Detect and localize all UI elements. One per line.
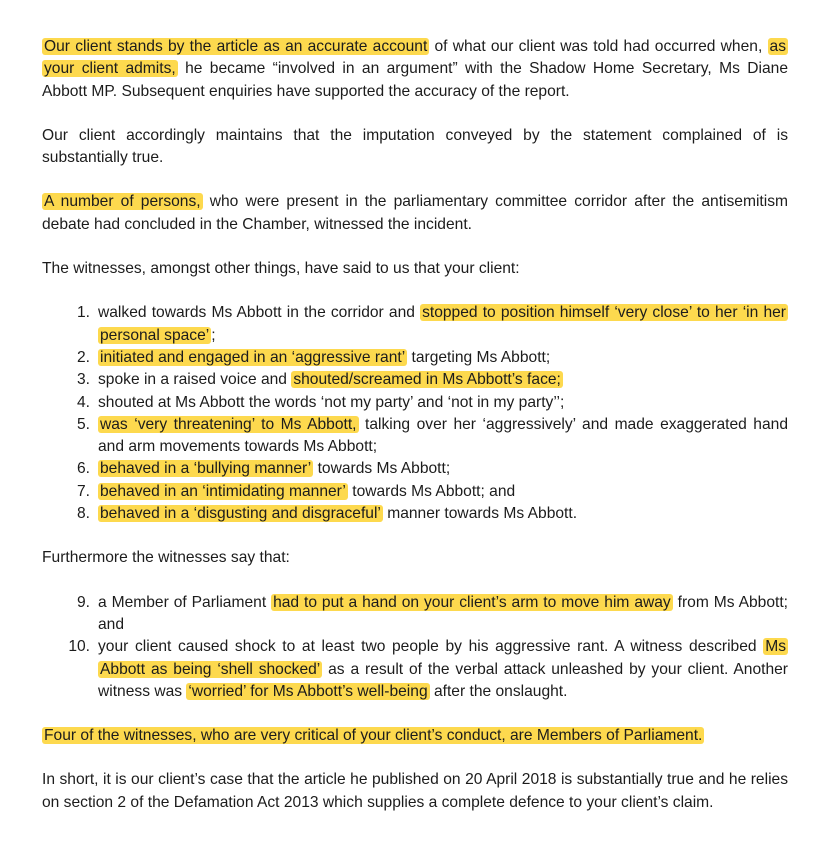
list-item	[42, 392, 788, 414]
text-run: he became “involved in an argument” with the Shadow Home Secretary, Ms Diane Abbott MP. Subsequent enquiries have supported the accuracy of the report.	[42, 60, 788, 100]
highlight: as your client admits,	[44, 38, 786, 78]
highlight: was ‘very threatening’ to Ms Abbott,	[100, 415, 357, 433]
highlight: initiated and engaged in an ‘aggressive rant’	[100, 348, 406, 366]
list-number: 8.	[76, 505, 90, 523]
list-item	[42, 503, 788, 525]
paragraph-conclusion: In short, it is our client’s case that the article he published on 20 April 2018 is substantially true and he relies on section 2 of the Defamation Act 2013 which supplies a complete defence to your client’s claim.	[42, 771, 788, 811]
text-run: who were present in the parliamentary committee corridor after the antisemitism debate had concluded in the Chamber, witnessed the incident.	[42, 193, 788, 233]
highlight: Our client stands by the article as an accurate account	[44, 38, 428, 55]
highlight: behaved in an ‘intimidating manner’	[100, 482, 346, 500]
highlight: Four of the witnesses, who are very critical of your client’s conduct, are Members of Parliament.	[44, 727, 703, 745]
list-item	[42, 369, 788, 391]
text-run: of what our client was told had occurred when,	[429, 38, 768, 55]
highlight: Ms Abbott as being ‘shell shocked’	[100, 638, 786, 678]
paragraph-persons	[42, 191, 788, 236]
paragraph-article-account	[42, 36, 788, 103]
paragraph-members-of-parliament	[42, 725, 788, 747]
list-item	[42, 458, 788, 480]
further-statements-list	[42, 592, 788, 703]
list-number: 9.	[76, 593, 90, 611]
highlight: had to put a hand on your client’s arm to move him away	[273, 593, 671, 611]
list-item	[42, 592, 788, 637]
highlight: ‘worried’ for Ms Abbott’s well-being	[188, 682, 428, 700]
list-item	[42, 414, 788, 459]
text-run: ;	[211, 326, 216, 344]
list-number: 10.	[68, 638, 90, 656]
list-number: 2.	[76, 348, 90, 366]
highlight: behaved in a ‘disgusting and disgraceful’	[100, 505, 381, 523]
highlight: A number of persons,	[44, 193, 201, 211]
list-number: 5.	[76, 415, 90, 433]
text-run: walked towards Ms Abbott in the corridor and	[98, 304, 421, 322]
text-run: your client caused shock to at least two people by his aggressive rant. A witness described	[98, 638, 764, 656]
paragraph-witnesses-intro: The witnesses, amongst other things, have said to us that your client:	[42, 260, 520, 278]
list-number: 1.	[76, 304, 90, 322]
text-run: a Member of Parliament	[98, 593, 272, 611]
text-run: spoke in a raised voice and	[98, 371, 292, 389]
paragraph-furthermore: Furthermore the witnesses say that:	[42, 549, 290, 567]
list-item	[42, 481, 788, 503]
list-item	[42, 302, 788, 347]
highlight: behaved in a ‘bullying manner’	[100, 460, 312, 478]
list-number: 4.	[76, 393, 90, 411]
highlight: stopped to position himself ‘very close’ to her ‘in her personal space’	[100, 304, 786, 344]
highlight: shouted/screamed in Ms Abbott’s face;	[293, 371, 561, 389]
text-run: shouted at Ms Abbott the words ‘not my party’ and ‘not in my party’’;	[98, 393, 565, 411]
list-number: 6.	[76, 460, 90, 478]
text-run: towards Ms Abbott;	[313, 460, 451, 478]
text-run: after the onslaught.	[429, 682, 568, 700]
witness-statements-list	[42, 302, 788, 525]
text-run: towards Ms Abbott; and	[347, 482, 516, 500]
list-number: 3.	[76, 371, 90, 389]
text-run: from Ms Abbott; and	[98, 593, 789, 633]
text-run: targeting Ms Abbott;	[407, 348, 551, 366]
list-item	[42, 636, 788, 703]
list-number: 7.	[76, 482, 90, 500]
text-run: talking over her ‘aggressively’ and made exaggerated hand and arm movements towards Ms Abbott;	[98, 415, 788, 456]
paragraph-imputation: Our client accordingly maintains that the imputation conveyed by the statement complained of is substantially true.	[42, 126, 788, 167]
text-run: as a result of the verbal attack unleashed by your client. Another witness was	[98, 660, 788, 700]
list-item	[42, 347, 788, 369]
text-run: manner towards Ms Abbott.	[382, 505, 578, 523]
